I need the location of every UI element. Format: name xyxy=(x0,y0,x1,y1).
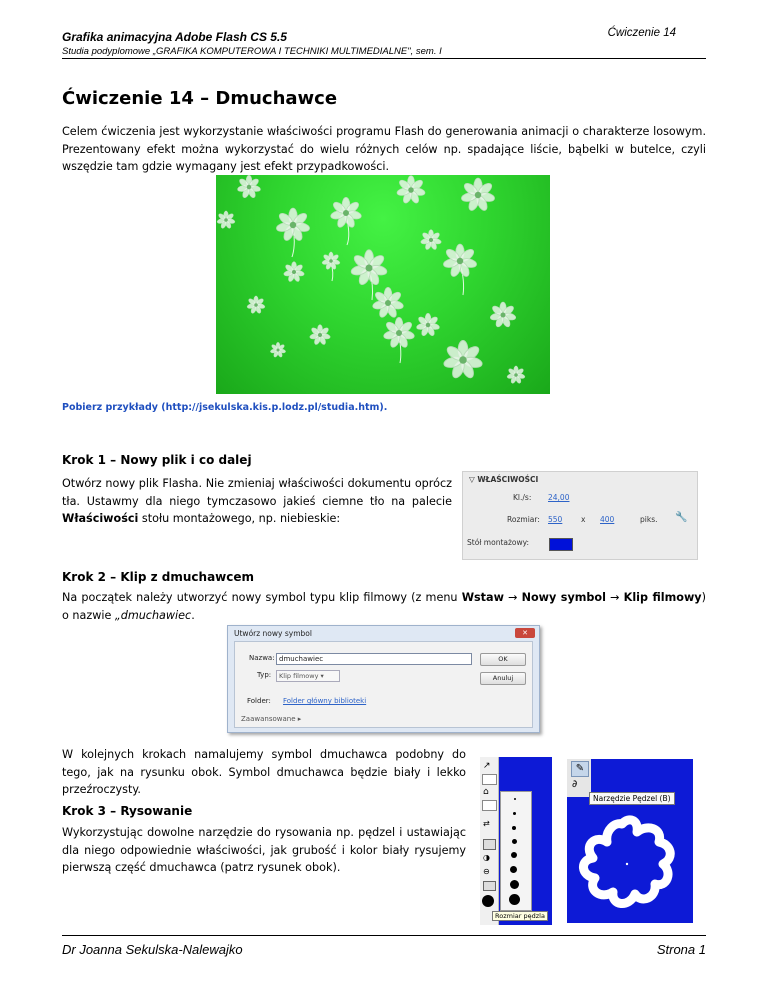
intro-paragraph: Celem ćwiczenia jest wykorzystanie właściwości programu Flash do generowania animacji o charakterze losowym. Prezentowany efekt można wykorzystać do wielu różnych celów np. spadające liście, bąbelki w butelce, czyli wszędzie tam gdzie wymagany jest efekt przypadkowości. xyxy=(62,125,706,173)
step3-paragraph: Wykorzystując dowolne narzędzie do rysowania np. pędzel i ustawiając dla niego odpowiednie właściwości, jak grubość i kolor biały rysujemy pierwszą część dmuchawca (patrz rysunek obok). xyxy=(62,826,466,874)
dandelion-flowers xyxy=(216,175,550,394)
close-icon[interactable]: ✕ xyxy=(515,628,535,638)
brush-tools-panel xyxy=(567,759,591,797)
stage-color-swatch[interactable] xyxy=(549,538,573,551)
dandelion-animation-image xyxy=(216,175,550,394)
chevron-down-icon: ▾ xyxy=(320,672,324,680)
brush-tooltip: Narzędzie Pędzel (B) xyxy=(589,792,675,805)
brush-tool-icon[interactable]: ✎ xyxy=(571,761,589,777)
brush-size-screenshot xyxy=(480,757,552,925)
footer-rule xyxy=(62,935,706,936)
header-rule xyxy=(62,58,706,59)
stage-label: Stół montażowy: xyxy=(467,538,530,547)
step2-text-3: . xyxy=(191,608,195,622)
symbol-name: „dmuchawiec xyxy=(114,608,192,622)
footer-author: Dr Joanna Sekulska-Nalewajko xyxy=(62,942,243,957)
arrow-icon: → xyxy=(605,591,624,604)
symbol-paragraph: W kolejnych krokach namalujemy symbol dmuchawca podobny do tego, jak na rysunku obok. Symbol dmuchawca będzie biały i lekko przeźroczysty. xyxy=(62,748,466,796)
step2-heading: Krok 2 – Klip z dmuchawcem xyxy=(62,570,255,584)
center-point xyxy=(626,863,628,865)
step3-heading: Krok 3 – Rysowanie xyxy=(62,804,193,818)
toolbar-column xyxy=(480,757,499,925)
advanced-toggle[interactable]: Zaawansowane ▸ xyxy=(241,715,302,723)
spray-tool-icon[interactable]: ∂ xyxy=(572,779,578,790)
step2-text-2: ) o nazwie xyxy=(62,591,706,622)
footer-page: Strona 1 xyxy=(656,942,706,957)
dandelion-outline xyxy=(583,820,670,904)
height-value[interactable]: 400 xyxy=(600,515,615,524)
dandelion-shape-drawing xyxy=(567,814,693,923)
type-select-value: Klip filmowy xyxy=(279,672,319,680)
arrow-icon: → xyxy=(503,591,522,604)
step2-text: Na początek należy utworzyć nowy symbol typu klip filmowy (z menu xyxy=(62,591,462,604)
wrench-icon[interactable]: 🔧 xyxy=(675,512,688,523)
brush-size-dot[interactable] xyxy=(512,826,516,830)
brush-size-dot[interactable] xyxy=(513,812,516,815)
type-label: Typ: xyxy=(257,671,272,679)
step1-text: Otwórz nowy plik Flasha. Nie zmieniaj właściwości dokumentu oprócz tła. Ustawmy dla niego tymczasowo jakieś ciemne tło na palecie xyxy=(62,477,452,508)
step1-heading: Krok 1 – Nowy plik i co dalej xyxy=(62,453,252,467)
symbol-name-input[interactable]: dmuchawiec xyxy=(276,653,472,665)
course-title: Grafika animacyjna Adobe Flash CS 5.5 xyxy=(62,30,287,44)
exercise-number: Ćwiczenie 14 xyxy=(607,27,676,39)
brush-mode-icon[interactable]: ⊖ xyxy=(483,867,490,876)
folder-label: Folder: xyxy=(247,697,271,705)
size-label: Rozmiar: xyxy=(507,515,540,524)
width-value[interactable]: 550 xyxy=(548,515,563,524)
type-select[interactable] xyxy=(276,670,340,682)
step1-paragraph xyxy=(62,475,452,528)
dialog-body xyxy=(234,641,533,728)
menu-insert: Wstaw xyxy=(461,591,504,604)
brush-size-tooltip: Rozmiar pędzla xyxy=(492,911,548,921)
brush-size-icon[interactable] xyxy=(483,881,496,891)
brush-size-dot[interactable] xyxy=(510,880,519,889)
header-subtitle: Studia podyplomowe „GRAFIKA KOMPUTEROWA I TECHNIKI MULTIMEDIALNE", sem. I xyxy=(62,46,442,57)
properties-title-text: WŁAŚCIWOŚCI xyxy=(477,475,539,484)
new-symbol-dialog xyxy=(227,625,540,733)
step1-bold: Właściwości xyxy=(62,512,139,525)
properties-panel xyxy=(462,471,698,560)
bucket-icon[interactable]: ⌂ xyxy=(483,787,489,797)
brush-size-dot[interactable] xyxy=(514,798,516,800)
stroke-color-icon[interactable] xyxy=(482,774,497,785)
menu-new-symbol: Nowy symbol xyxy=(521,591,606,604)
cancel-button[interactable]: Anuluj xyxy=(480,672,526,685)
folder-link[interactable]: Folder główny biblioteki xyxy=(283,697,367,705)
step1-text-after: stołu montażowego, np. niebieskie: xyxy=(138,512,341,525)
size-unit: piks. xyxy=(640,515,658,524)
brush-size-dot[interactable] xyxy=(509,894,520,905)
pen-tool-icon[interactable]: ↗ xyxy=(483,761,491,771)
page-title: Ćwiczenie 14 – Dmuchawce xyxy=(62,88,338,109)
ok-button[interactable]: OK xyxy=(480,653,526,666)
lock-fill-icon[interactable]: ◑ xyxy=(483,853,490,862)
brush-shape-icon[interactable] xyxy=(482,895,494,907)
properties-title xyxy=(469,475,538,484)
brush-size-popup xyxy=(500,791,532,911)
brush-drawing-screenshot xyxy=(567,759,693,923)
menu-movie-clip: Klip filmowy xyxy=(623,591,702,604)
download-link[interactable]: Pobierz przykłady (http://jsekulska.kis.p.lodz.pl/studia.htm). xyxy=(62,402,388,413)
dialog-title: Utwórz nowy symbol xyxy=(234,629,312,638)
fill-color-icon[interactable] xyxy=(482,800,497,811)
fps-value[interactable]: 24,00 xyxy=(548,493,570,502)
object-draw-icon[interactable] xyxy=(483,839,496,850)
fps-label: Kl./s: xyxy=(513,493,532,502)
size-x: x xyxy=(581,515,586,524)
brush-size-dot[interactable] xyxy=(512,839,517,844)
brush-size-dot[interactable] xyxy=(511,852,517,858)
name-label: Nazwa: xyxy=(249,654,275,662)
swap-colors-icon[interactable]: ⇄ xyxy=(483,819,490,828)
collapse-arrow-icon[interactable]: ▽ xyxy=(469,475,478,484)
step2-paragraph xyxy=(62,589,706,624)
brush-size-dot[interactable] xyxy=(510,866,517,873)
